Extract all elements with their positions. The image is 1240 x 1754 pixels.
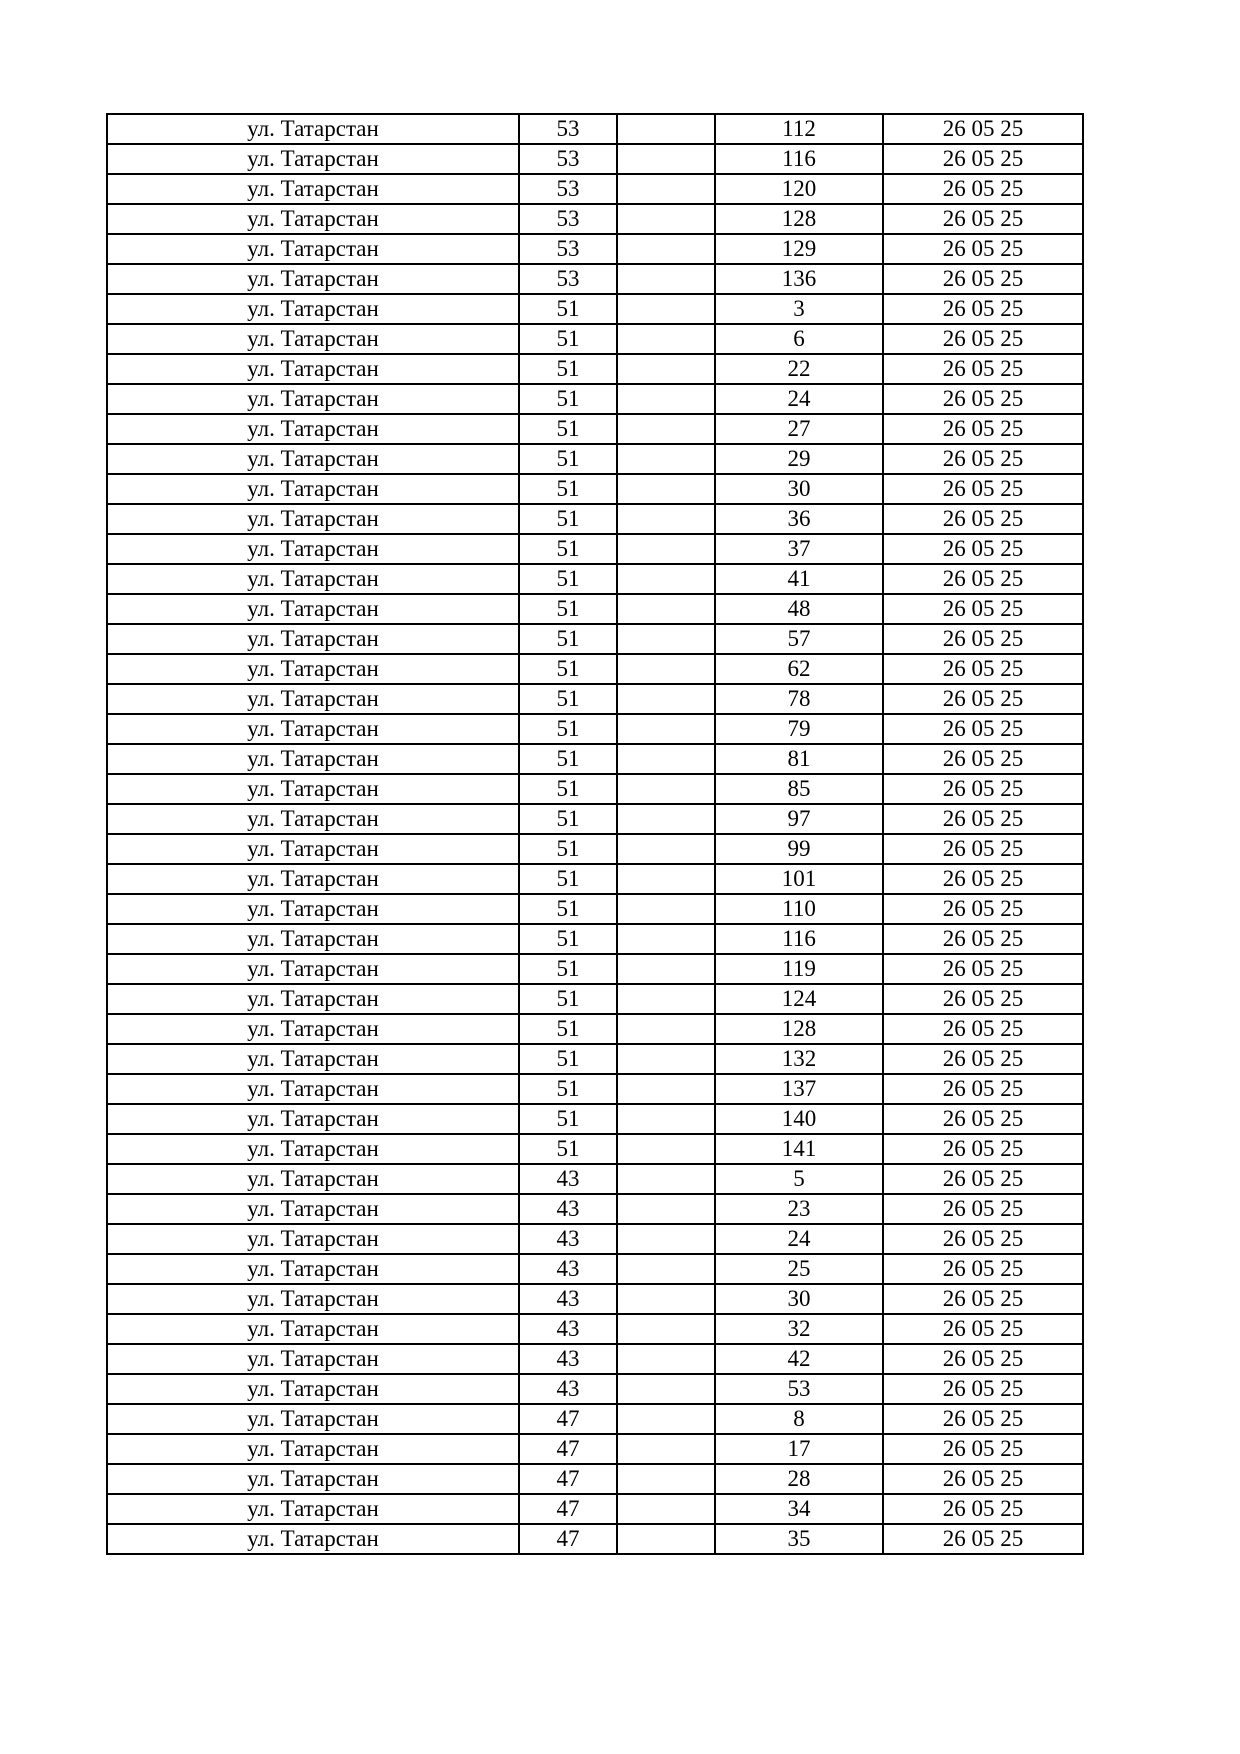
street-cell: ул. Татарстан: [107, 114, 519, 144]
apartment-number-cell: 42: [715, 1344, 883, 1374]
empty-cell: [617, 1344, 715, 1374]
table-row: [107, 174, 1083, 204]
empty-cell: [617, 1404, 715, 1434]
empty-cell: [617, 894, 715, 924]
apartment-number-cell: 27: [715, 414, 883, 444]
empty-cell: [617, 1164, 715, 1194]
apartment-number-cell: 62: [715, 654, 883, 684]
house-number-cell: 51: [519, 414, 617, 444]
house-number-cell: 51: [519, 624, 617, 654]
street-cell: ул. Татарстан: [107, 444, 519, 474]
date-cell: 26 05 25: [883, 414, 1083, 444]
table-row: [107, 1284, 1083, 1314]
house-number-cell: 53: [519, 174, 617, 204]
table-row: [107, 234, 1083, 264]
apartment-number-cell: 24: [715, 1224, 883, 1254]
table-row: [107, 714, 1083, 744]
apartment-number-cell: 3: [715, 294, 883, 324]
street-cell: ул. Татарстан: [107, 1074, 519, 1104]
table-row: [107, 1044, 1083, 1074]
empty-cell: [617, 864, 715, 894]
empty-cell: [617, 204, 715, 234]
empty-cell: [617, 1524, 715, 1554]
empty-cell: [617, 414, 715, 444]
empty-cell: [617, 1284, 715, 1314]
empty-cell: [617, 234, 715, 264]
apartment-number-cell: 22: [715, 354, 883, 384]
house-number-cell: 43: [519, 1164, 617, 1194]
table-row: [107, 1074, 1083, 1104]
address-table-body: [107, 114, 1083, 1554]
street-cell: ул. Татарстан: [107, 1224, 519, 1254]
house-number-cell: 51: [519, 354, 617, 384]
house-number-cell: 43: [519, 1374, 617, 1404]
date-cell: 26 05 25: [883, 1014, 1083, 1044]
table-row: [107, 504, 1083, 534]
house-number-cell: 53: [519, 204, 617, 234]
apartment-number-cell: 129: [715, 234, 883, 264]
street-cell: ул. Татарстан: [107, 1134, 519, 1164]
date-cell: 26 05 25: [883, 504, 1083, 534]
house-number-cell: 51: [519, 834, 617, 864]
street-cell: ул. Татарстан: [107, 894, 519, 924]
street-cell: ул. Татарстан: [107, 1434, 519, 1464]
street-cell: ул. Татарстан: [107, 744, 519, 774]
empty-cell: [617, 1044, 715, 1074]
apartment-number-cell: 8: [715, 1404, 883, 1434]
street-cell: ул. Татарстан: [107, 1404, 519, 1434]
date-cell: 26 05 25: [883, 1434, 1083, 1464]
empty-cell: [617, 1464, 715, 1494]
table-row: [107, 924, 1083, 954]
date-cell: 26 05 25: [883, 384, 1083, 414]
street-cell: ул. Татарстан: [107, 414, 519, 444]
house-number-cell: 51: [519, 564, 617, 594]
apartment-number-cell: 132: [715, 1044, 883, 1074]
street-cell: ул. Татарстан: [107, 534, 519, 564]
table-row: [107, 804, 1083, 834]
table-row: [107, 1344, 1083, 1374]
empty-cell: [617, 924, 715, 954]
date-cell: 26 05 25: [883, 1134, 1083, 1164]
date-cell: 26 05 25: [883, 1314, 1083, 1344]
table-row: [107, 1404, 1083, 1434]
apartment-number-cell: 6: [715, 324, 883, 354]
table-row: [107, 1524, 1083, 1554]
street-cell: ул. Татарстан: [107, 294, 519, 324]
apartment-number-cell: 128: [715, 204, 883, 234]
street-cell: ул. Татарстан: [107, 264, 519, 294]
house-number-cell: 53: [519, 144, 617, 174]
street-cell: ул. Татарстан: [107, 504, 519, 534]
street-cell: ул. Татарстан: [107, 624, 519, 654]
date-cell: 26 05 25: [883, 1374, 1083, 1404]
table-row: [107, 1464, 1083, 1494]
table-row: [107, 114, 1083, 144]
table-row: [107, 594, 1083, 624]
date-cell: 26 05 25: [883, 294, 1083, 324]
street-cell: ул. Татарстан: [107, 594, 519, 624]
street-cell: ул. Татарстан: [107, 324, 519, 354]
empty-cell: [617, 834, 715, 864]
table-row: [107, 684, 1083, 714]
apartment-number-cell: 141: [715, 1134, 883, 1164]
empty-cell: [617, 954, 715, 984]
apartment-number-cell: 17: [715, 1434, 883, 1464]
street-cell: ул. Татарстан: [107, 684, 519, 714]
house-number-cell: 51: [519, 444, 617, 474]
table-row: [107, 204, 1083, 234]
table-row: [107, 1314, 1083, 1344]
house-number-cell: 51: [519, 504, 617, 534]
apartment-number-cell: 23: [715, 1194, 883, 1224]
apartment-number-cell: 79: [715, 714, 883, 744]
empty-cell: [617, 714, 715, 744]
empty-cell: [617, 1374, 715, 1404]
house-number-cell: 51: [519, 384, 617, 414]
empty-cell: [617, 294, 715, 324]
apartment-number-cell: 30: [715, 474, 883, 504]
table-row: [107, 984, 1083, 1014]
apartment-number-cell: 37: [715, 534, 883, 564]
apartment-number-cell: 57: [715, 624, 883, 654]
street-cell: ул. Татарстан: [107, 234, 519, 264]
apartment-number-cell: 136: [715, 264, 883, 294]
table-row: [107, 444, 1083, 474]
apartment-number-cell: 29: [715, 444, 883, 474]
date-cell: 26 05 25: [883, 1404, 1083, 1434]
empty-cell: [617, 1134, 715, 1164]
house-number-cell: 43: [519, 1254, 617, 1284]
apartment-number-cell: 116: [715, 144, 883, 174]
empty-cell: [617, 1194, 715, 1224]
empty-cell: [617, 324, 715, 354]
table-row: [107, 744, 1083, 774]
date-cell: 26 05 25: [883, 924, 1083, 954]
empty-cell: [617, 1014, 715, 1044]
street-cell: ул. Татарстан: [107, 654, 519, 684]
street-cell: ул. Татарстан: [107, 144, 519, 174]
street-cell: ул. Татарстан: [107, 1524, 519, 1554]
street-cell: ул. Татарстан: [107, 1374, 519, 1404]
empty-cell: [617, 444, 715, 474]
empty-cell: [617, 354, 715, 384]
table-row: [107, 834, 1083, 864]
empty-cell: [617, 1434, 715, 1464]
street-cell: ул. Татарстан: [107, 1014, 519, 1044]
street-cell: ул. Татарстан: [107, 1254, 519, 1284]
empty-cell: [617, 1314, 715, 1344]
apartment-number-cell: 34: [715, 1494, 883, 1524]
address-table: [106, 113, 1084, 1555]
empty-cell: [617, 144, 715, 174]
empty-cell: [617, 594, 715, 624]
street-cell: ул. Татарстан: [107, 384, 519, 414]
table-row: [107, 294, 1083, 324]
apartment-number-cell: 5: [715, 1164, 883, 1194]
street-cell: ул. Татарстан: [107, 924, 519, 954]
date-cell: 26 05 25: [883, 1044, 1083, 1074]
apartment-number-cell: 101: [715, 864, 883, 894]
date-cell: 26 05 25: [883, 474, 1083, 504]
apartment-number-cell: 41: [715, 564, 883, 594]
apartment-number-cell: 25: [715, 1254, 883, 1284]
date-cell: 26 05 25: [883, 1164, 1083, 1194]
street-cell: ул. Татарстан: [107, 354, 519, 384]
table-row: [107, 624, 1083, 654]
street-cell: ул. Татарстан: [107, 204, 519, 234]
empty-cell: [617, 804, 715, 834]
date-cell: 26 05 25: [883, 114, 1083, 144]
empty-cell: [617, 1254, 715, 1284]
house-number-cell: 51: [519, 984, 617, 1014]
date-cell: 26 05 25: [883, 1074, 1083, 1104]
apartment-number-cell: 35: [715, 1524, 883, 1554]
street-cell: ул. Татарстан: [107, 174, 519, 204]
street-cell: ул. Татарстан: [107, 1314, 519, 1344]
empty-cell: [617, 684, 715, 714]
empty-cell: [617, 114, 715, 144]
street-cell: ул. Татарстан: [107, 1284, 519, 1314]
date-cell: 26 05 25: [883, 1104, 1083, 1134]
street-cell: ул. Татарстан: [107, 954, 519, 984]
house-number-cell: 53: [519, 264, 617, 294]
date-cell: 26 05 25: [883, 804, 1083, 834]
street-cell: ул. Татарстан: [107, 834, 519, 864]
empty-cell: [617, 564, 715, 594]
street-cell: ул. Татарстан: [107, 864, 519, 894]
house-number-cell: 43: [519, 1194, 617, 1224]
empty-cell: [617, 264, 715, 294]
house-number-cell: 51: [519, 594, 617, 624]
empty-cell: [617, 474, 715, 504]
table-row: [107, 1194, 1083, 1224]
empty-cell: [617, 624, 715, 654]
date-cell: 26 05 25: [883, 1524, 1083, 1554]
table-row: [107, 954, 1083, 984]
date-cell: 26 05 25: [883, 534, 1083, 564]
table-row: [107, 534, 1083, 564]
apartment-number-cell: 53: [715, 1374, 883, 1404]
date-cell: 26 05 25: [883, 444, 1083, 474]
date-cell: 26 05 25: [883, 954, 1083, 984]
house-number-cell: 51: [519, 324, 617, 354]
date-cell: 26 05 25: [883, 1344, 1083, 1374]
house-number-cell: 51: [519, 924, 617, 954]
table-row: [107, 474, 1083, 504]
table-row: [107, 1164, 1083, 1194]
table-row: [107, 654, 1083, 684]
date-cell: 26 05 25: [883, 204, 1083, 234]
house-number-cell: 47: [519, 1464, 617, 1494]
house-number-cell: 51: [519, 1014, 617, 1044]
apartment-number-cell: 140: [715, 1104, 883, 1134]
house-number-cell: 51: [519, 804, 617, 834]
table-row: [107, 564, 1083, 594]
date-cell: 26 05 25: [883, 1284, 1083, 1314]
house-number-cell: 51: [519, 654, 617, 684]
empty-cell: [617, 534, 715, 564]
apartment-number-cell: 119: [715, 954, 883, 984]
date-cell: 26 05 25: [883, 1194, 1083, 1224]
house-number-cell: 53: [519, 234, 617, 264]
house-number-cell: 47: [519, 1524, 617, 1554]
apartment-number-cell: 48: [715, 594, 883, 624]
street-cell: ул. Татарстан: [107, 774, 519, 804]
street-cell: ул. Татарстан: [107, 1494, 519, 1524]
apartment-number-cell: 81: [715, 744, 883, 774]
date-cell: 26 05 25: [883, 1224, 1083, 1254]
house-number-cell: 43: [519, 1344, 617, 1374]
street-cell: ул. Татарстан: [107, 1104, 519, 1134]
empty-cell: [617, 984, 715, 1014]
date-cell: 26 05 25: [883, 894, 1083, 924]
date-cell: 26 05 25: [883, 744, 1083, 774]
house-number-cell: 51: [519, 954, 617, 984]
street-cell: ул. Татарстан: [107, 1464, 519, 1494]
table-row: [107, 1374, 1083, 1404]
apartment-number-cell: 24: [715, 384, 883, 414]
apartment-number-cell: 112: [715, 114, 883, 144]
date-cell: 26 05 25: [883, 714, 1083, 744]
apartment-number-cell: 30: [715, 1284, 883, 1314]
empty-cell: [617, 654, 715, 684]
date-cell: 26 05 25: [883, 1254, 1083, 1284]
apartment-number-cell: 97: [715, 804, 883, 834]
house-number-cell: 43: [519, 1284, 617, 1314]
empty-cell: [617, 1224, 715, 1254]
empty-cell: [617, 384, 715, 414]
table-row: [107, 1434, 1083, 1464]
date-cell: 26 05 25: [883, 234, 1083, 264]
house-number-cell: 51: [519, 474, 617, 504]
apartment-number-cell: 32: [715, 1314, 883, 1344]
empty-cell: [617, 744, 715, 774]
date-cell: 26 05 25: [883, 984, 1083, 1014]
house-number-cell: 47: [519, 1404, 617, 1434]
date-cell: 26 05 25: [883, 684, 1083, 714]
street-cell: ул. Татарстан: [107, 714, 519, 744]
table-row: [107, 1224, 1083, 1254]
house-number-cell: 51: [519, 774, 617, 804]
house-number-cell: 51: [519, 294, 617, 324]
apartment-number-cell: 124: [715, 984, 883, 1014]
house-number-cell: 51: [519, 1134, 617, 1164]
table-row: [107, 1494, 1083, 1524]
date-cell: 26 05 25: [883, 324, 1083, 354]
table-row: [107, 384, 1083, 414]
house-number-cell: 51: [519, 684, 617, 714]
table-row: [107, 1104, 1083, 1134]
date-cell: 26 05 25: [883, 564, 1083, 594]
date-cell: 26 05 25: [883, 624, 1083, 654]
apartment-number-cell: 137: [715, 1074, 883, 1104]
street-cell: ул. Татарстан: [107, 1044, 519, 1074]
house-number-cell: 51: [519, 1044, 617, 1074]
house-number-cell: 51: [519, 894, 617, 924]
street-cell: ул. Татарстан: [107, 804, 519, 834]
house-number-cell: 51: [519, 714, 617, 744]
apartment-number-cell: 128: [715, 1014, 883, 1044]
house-number-cell: 51: [519, 534, 617, 564]
street-cell: ул. Татарстан: [107, 1194, 519, 1224]
empty-cell: [617, 504, 715, 534]
house-number-cell: 51: [519, 1074, 617, 1104]
apartment-number-cell: 36: [715, 504, 883, 534]
street-cell: ул. Татарстан: [107, 1344, 519, 1374]
table-row: [107, 1254, 1083, 1284]
empty-cell: [617, 1494, 715, 1524]
date-cell: 26 05 25: [883, 354, 1083, 384]
table-row: [107, 324, 1083, 354]
table-row: [107, 354, 1083, 384]
empty-cell: [617, 1074, 715, 1104]
house-number-cell: 51: [519, 1104, 617, 1134]
table-row: [107, 144, 1083, 174]
date-cell: 26 05 25: [883, 864, 1083, 894]
table-row: [107, 1014, 1083, 1044]
table-row: [107, 894, 1083, 924]
apartment-number-cell: 110: [715, 894, 883, 924]
house-number-cell: 43: [519, 1224, 617, 1254]
empty-cell: [617, 1104, 715, 1134]
date-cell: 26 05 25: [883, 594, 1083, 624]
house-number-cell: 47: [519, 1434, 617, 1464]
date-cell: 26 05 25: [883, 1494, 1083, 1524]
apartment-number-cell: 99: [715, 834, 883, 864]
apartment-number-cell: 120: [715, 174, 883, 204]
date-cell: 26 05 25: [883, 774, 1083, 804]
date-cell: 26 05 25: [883, 264, 1083, 294]
date-cell: 26 05 25: [883, 834, 1083, 864]
street-cell: ул. Татарстан: [107, 564, 519, 594]
table-row: [107, 414, 1083, 444]
table-row: [107, 1134, 1083, 1164]
house-number-cell: 43: [519, 1314, 617, 1344]
apartment-number-cell: 116: [715, 924, 883, 954]
date-cell: 26 05 25: [883, 144, 1083, 174]
house-number-cell: 53: [519, 114, 617, 144]
house-number-cell: 47: [519, 1494, 617, 1524]
date-cell: 26 05 25: [883, 1464, 1083, 1494]
apartment-number-cell: 78: [715, 684, 883, 714]
date-cell: 26 05 25: [883, 174, 1083, 204]
table-row: [107, 264, 1083, 294]
house-number-cell: 51: [519, 744, 617, 774]
empty-cell: [617, 174, 715, 204]
apartment-number-cell: 85: [715, 774, 883, 804]
street-cell: ул. Татарстан: [107, 474, 519, 504]
empty-cell: [617, 774, 715, 804]
table-row: [107, 864, 1083, 894]
street-cell: ул. Татарстан: [107, 1164, 519, 1194]
table-row: [107, 774, 1083, 804]
street-cell: ул. Татарстан: [107, 984, 519, 1014]
date-cell: 26 05 25: [883, 654, 1083, 684]
house-number-cell: 51: [519, 864, 617, 894]
apartment-number-cell: 28: [715, 1464, 883, 1494]
